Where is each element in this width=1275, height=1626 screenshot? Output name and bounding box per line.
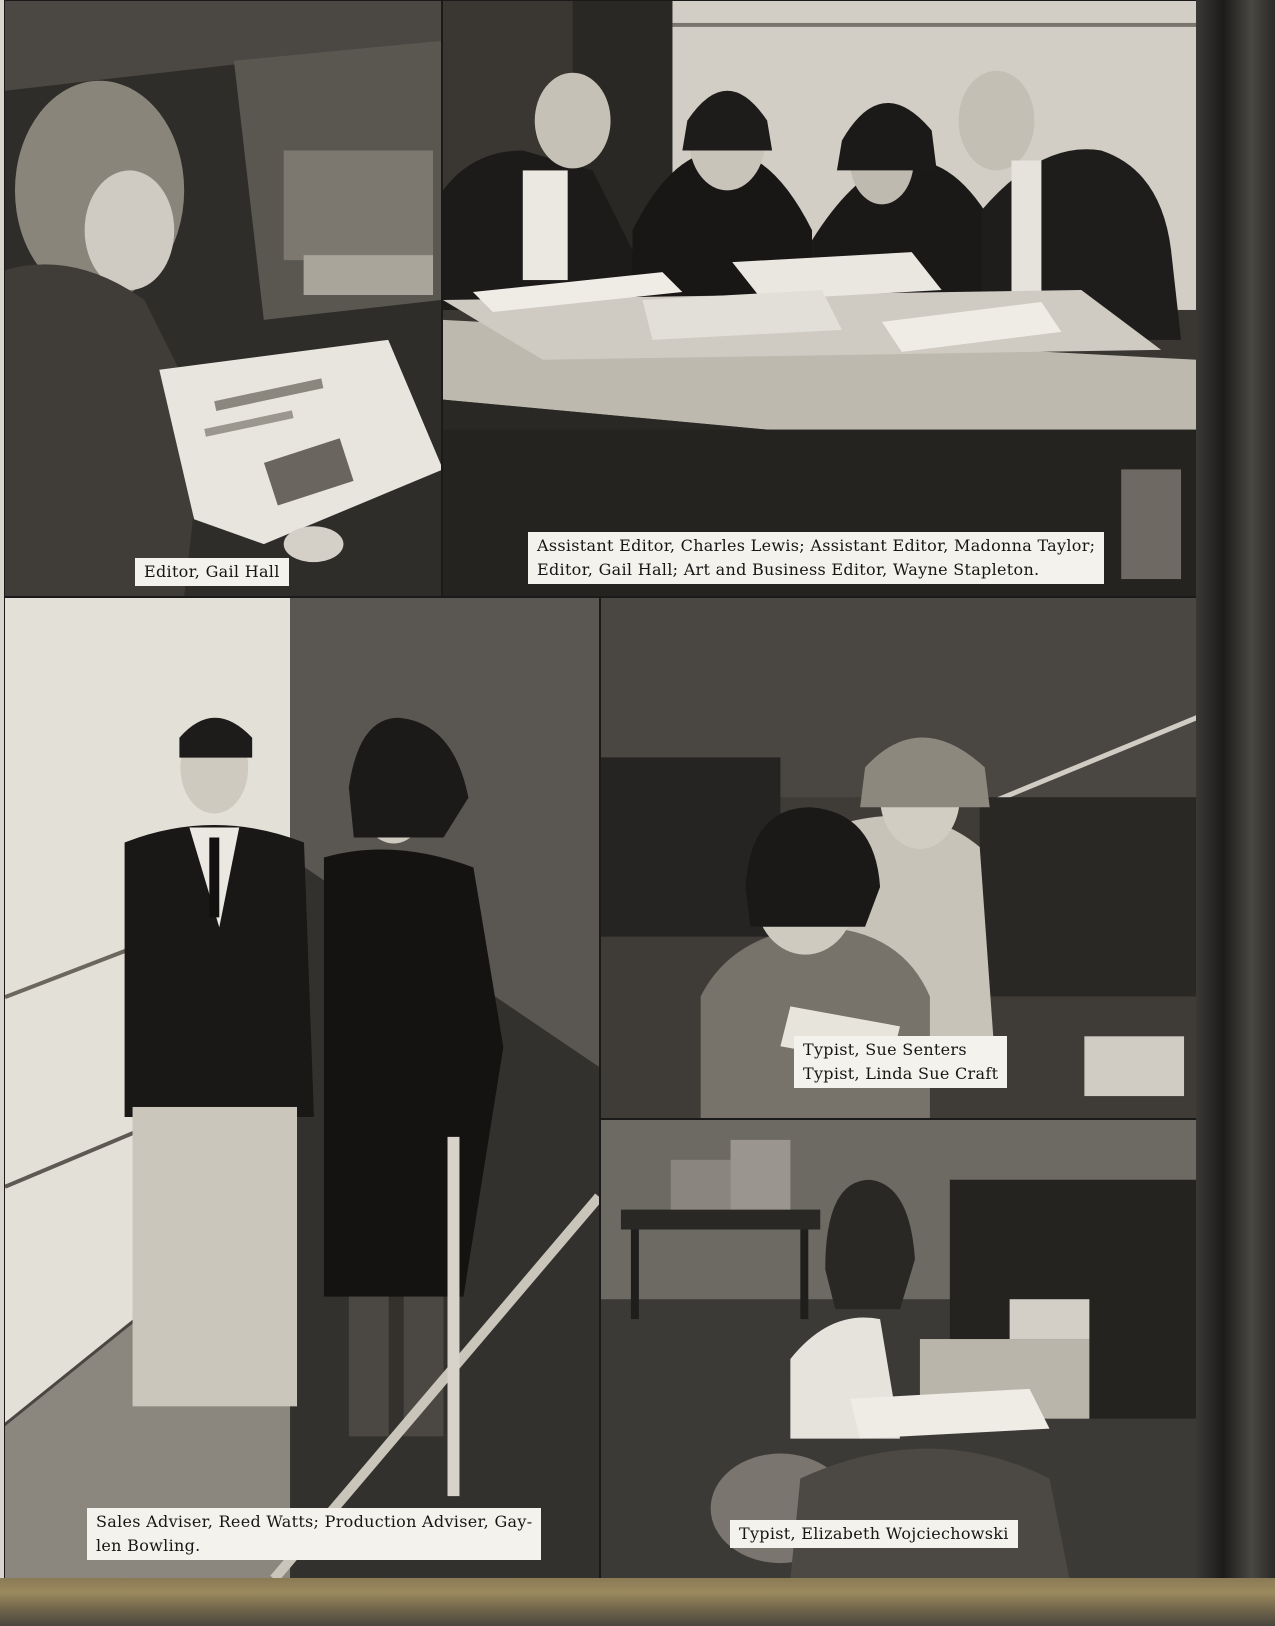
photo-editor (4, 0, 442, 597)
photo-typist-single-image (601, 1120, 1197, 1579)
caption-editor: Editor, Gail Hall (135, 558, 289, 586)
photo-staff (442, 0, 1198, 597)
caption-staff: Assistant Editor, Charles Lewis; Assistant Editor, Madonna Taylor; Editor, Gail Hall; Art and Business Editor, Wayne Stapleton. (528, 532, 1104, 584)
photo-advisers (4, 597, 600, 1580)
photo-advisers-image (5, 598, 599, 1579)
photo-editor-image (5, 1, 441, 596)
photo-typists (600, 597, 1198, 1119)
book-spine (1196, 0, 1275, 1590)
caption-typists: Typist, Sue Senters Typist, Linda Sue Craft (794, 1036, 1007, 1088)
photo-typist-single (600, 1119, 1198, 1580)
photo-staff-image (443, 1, 1197, 596)
caption-typist-single: Typist, Elizabeth Wojciechowski (730, 1520, 1018, 1548)
page-bottom-edge (0, 1578, 1275, 1626)
caption-advisers: Sales Adviser, Reed Watts; Production Adviser, Gay- len Bowling. (87, 1508, 541, 1560)
